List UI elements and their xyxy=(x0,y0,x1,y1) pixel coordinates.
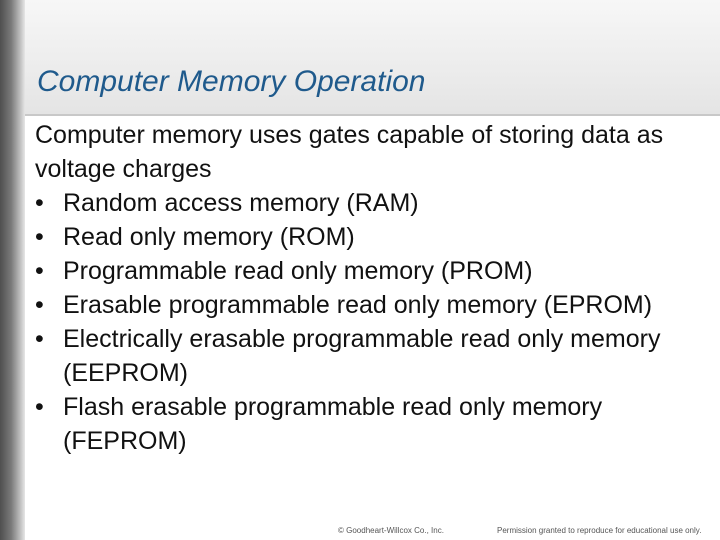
footer-permission: Permission granted to reproduce for educational use only. xyxy=(497,526,702,535)
bullet-text: Flash erasable programmable read only memory (FEPROM) xyxy=(63,393,603,455)
bullet-dot-icon: • xyxy=(35,223,44,251)
bullet-list xyxy=(35,186,685,458)
bullet-item-prom xyxy=(35,254,685,288)
bullet-item-eprom xyxy=(35,288,685,322)
bullet-text: Read only memory (ROM) xyxy=(63,223,355,251)
bullet-dot-icon: • xyxy=(35,393,44,421)
bullet-text: Electrically erasable programmable read only memory (EEPROM) xyxy=(63,325,661,387)
footer-copyright: © Goodheart-Willcox Co., Inc. xyxy=(338,526,444,535)
bullet-item-rom xyxy=(35,220,685,254)
left-decorative-strip xyxy=(0,0,25,540)
bullet-dot-icon: • xyxy=(35,257,44,285)
bullet-dot-icon: • xyxy=(35,325,44,353)
bullet-text: Erasable programmable read only memory (EPROM) xyxy=(63,291,653,319)
slide-body xyxy=(35,118,685,458)
bullet-text: Random access memory (RAM) xyxy=(63,189,419,217)
bullet-dot-icon: • xyxy=(35,189,44,217)
title-divider xyxy=(25,114,720,116)
bullet-item-feprom xyxy=(35,390,685,458)
bullet-dot-icon: • xyxy=(35,291,44,319)
slide-title: Computer Memory Operation xyxy=(37,65,426,98)
bullet-item-eeprom xyxy=(35,322,685,390)
intro-paragraph: Computer memory uses gates capable of storing data as voltage charges xyxy=(35,121,664,183)
bullet-item-ram xyxy=(35,186,685,220)
bullet-text: Programmable read only memory (PROM) xyxy=(63,257,533,285)
